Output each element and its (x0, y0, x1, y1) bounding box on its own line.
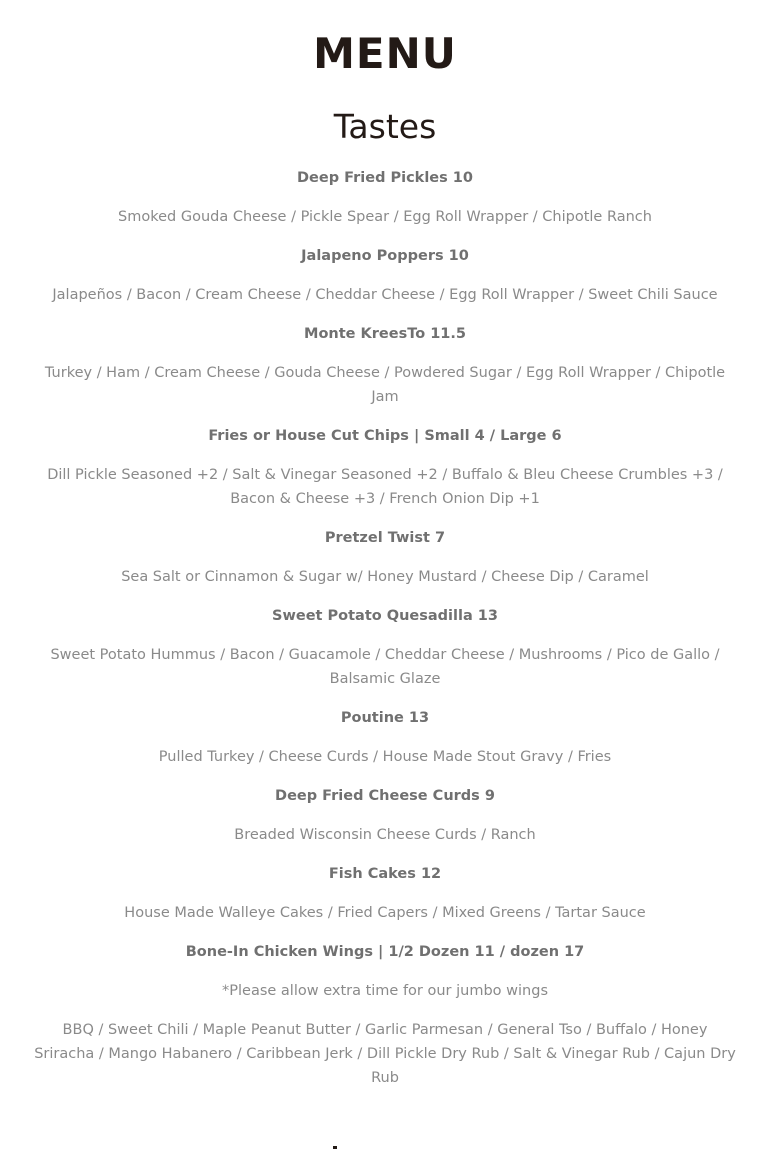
menu-item (34, 706, 736, 769)
menu-item-name: Deep Fried Cheese Curds 9 (275, 788, 495, 804)
menu-item-name: Poutine 13 (340, 710, 430, 726)
menu-item-name: Jalapeno Poppers 10 (301, 248, 469, 264)
menu-item-description: Smoked Gouda Cheese / Pickle Spear / Egg Roll Wrapper / Chipotle Ranch (118, 209, 652, 225)
next-section-heading-fragment (333, 1146, 337, 1149)
menu-item-name: Fish Cakes 12 (328, 866, 442, 882)
menu-item (34, 526, 736, 589)
section-title-tastes: Tastes (333, 107, 437, 146)
menu-item-name: Bone-In Chicken Wings | 1/2 Dozen 11 / dozen 17 (185, 944, 585, 960)
menu-item-description: Jalapeños / Bacon / Cream Cheese / Cheddar Cheese / Egg Roll Wrapper / Sweet Chili Sauce (52, 287, 718, 303)
menu-item (34, 424, 736, 511)
menu-item-description: Turkey / Ham / Cream Cheese / Gouda Cheese / Powdered Sugar / Egg Roll Wrapper / Chipotle Jam (44, 365, 726, 405)
menu-item (34, 784, 736, 847)
menu-item-name: Deep Fried Pickles 10 (297, 170, 473, 186)
menu-item-name: Fries or House Cut Chips | Small 4 / Large 6 (208, 428, 562, 444)
menu-item-description: BBQ / Sweet Chili / Maple Peanut Butter / Garlic Parmesan / General Tso / Buffalo / Honey Sriracha / Mango Habanero / Caribbean Jerk / Dill Pickle Dry Rub / Salt & Vinegar Rub / Cajun Dry Rub (34, 1022, 736, 1086)
menu-item (34, 940, 736, 1090)
menu-item (34, 166, 736, 229)
menu-item-description: Sea Salt or Cinnamon & Sugar w/ Honey Mustard / Cheese Dip / Caramel (121, 569, 649, 585)
menu-item (34, 862, 736, 925)
menu-title: MENU (313, 29, 457, 78)
menu-item-description: Sweet Potato Hummus / Bacon / Guacamole / Cheddar Cheese / Mushrooms / Pico de Gallo / Balsamic Glaze (50, 647, 720, 687)
menu-item-description: Breaded Wisconsin Cheese Curds / Ranch (234, 827, 536, 843)
menu-item-list (34, 166, 736, 1105)
menu-item (34, 604, 736, 691)
menu-item-note: *Please allow extra time for our jumbo wings (222, 983, 548, 999)
menu-item-description: House Made Walleye Cakes / Fried Capers / Mixed Greens / Tartar Sauce (124, 905, 646, 921)
menu-item-description: Pulled Turkey / Cheese Curds / House Made Stout Gravy / Fries (158, 749, 612, 765)
menu-item-name: Sweet Potato Quesadilla 13 (272, 608, 498, 624)
menu-item-description: Dill Pickle Seasoned +2 / Salt & Vinegar Seasoned +2 / Buffalo & Bleu Cheese Crumbles +3 / Bacon & Cheese +3 / French Onion Dip +1 (47, 467, 723, 507)
menu-item (34, 244, 736, 307)
menu-item-name: Monte KreesTo 11.5 (304, 326, 466, 342)
menu-item-name: Pretzel Twist 7 (324, 530, 446, 546)
menu-item (34, 322, 736, 409)
